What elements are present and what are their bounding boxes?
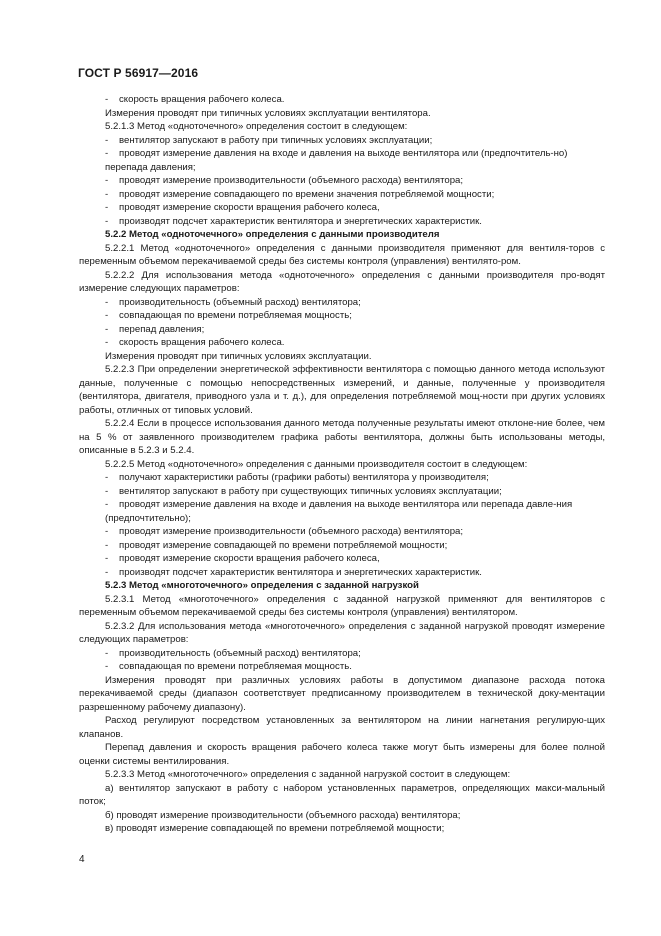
paragraph: а) вентилятор запускают в работу с набором установленных параметров, определяющих макси-мальный поток; — [79, 782, 605, 807]
list-item-text: проводят измерение давления на входе и давления на выходе вентилятора или перепада давле-ния (предпочтительно); — [105, 499, 573, 524]
list-item — [79, 296, 605, 310]
list-item-text: скорость вращения рабочего колеса. — [119, 337, 285, 348]
list-item — [79, 174, 605, 188]
dash-marker: - — [105, 296, 109, 308]
list-item-text: совпадающая по времени потребляемая мощность; — [119, 310, 352, 321]
dash-marker: - — [105, 472, 109, 483]
list-item — [79, 539, 605, 553]
list-item — [79, 215, 605, 229]
dash-marker: - — [105, 499, 109, 510]
list-item — [79, 134, 605, 148]
dash-marker: - — [105, 175, 109, 186]
list-item-text: проводят измерение давления на входе и давления на выходе вентилятора или (предпочтитель-но) перепада давления; — [105, 148, 568, 173]
paragraph: 5.2.2.5 Метод «одноточечного» определения с данными производителя состоит в следующем: — [105, 458, 528, 470]
list-item-text: перепад давления; — [119, 323, 205, 335]
dash-marker: - — [105, 202, 109, 213]
dash-marker: - — [105, 148, 109, 159]
paragraph: 5.2.3.1 Метод «многоточечного» определения с заданной нагрузкой применяют для вентиляторов с переменным объемом перекачиваемой среды без системы контроля (управления) вентилятором. — [79, 593, 605, 618]
list-item-text: проводят измерение совпадающей по времени потребляемой мощности; — [119, 539, 448, 551]
paragraph: Измерения проводят при типичных условиях эксплуатации вентилятора. — [105, 107, 431, 119]
list-item-text: производительность (объемный расход) вентилятора; — [119, 647, 361, 659]
dash-marker: - — [105, 94, 109, 105]
list-item — [79, 309, 605, 323]
document-body — [79, 93, 605, 836]
list-item-text: совпадающая по времени потребляемая мощность. — [119, 661, 352, 672]
list-item-text: проводят измерение скорости вращения рабочего колеса, — [119, 202, 380, 213]
list-item-text: вентилятор запускают в работу при типичных условиях эксплуатации; — [119, 134, 433, 146]
dash-marker: - — [105, 134, 109, 146]
dash-marker: - — [105, 485, 109, 497]
list-item — [79, 660, 605, 674]
list-item — [79, 323, 605, 337]
list-item-text: проводят измерение совпадающего по времени значения потребляемой мощности; — [119, 188, 495, 200]
list-item — [79, 147, 605, 174]
dash-marker: - — [105, 566, 109, 578]
list-item-text: проводят измерение производительности (объемного расхода) вентилятора; — [119, 175, 464, 186]
dash-marker: - — [105, 553, 109, 564]
dash-marker: - — [105, 310, 109, 321]
list-item — [79, 498, 605, 525]
dash-marker: - — [105, 337, 109, 348]
paragraph: 5.2.2.4 Если в процессе использования данного метода полученные результаты имеют отклоне-ние более, чем на 5 % от заявленного производителем графика работы вентилятора, должны быть использованы методы, описанные в 5.2.3 и 5.2.4. — [79, 418, 605, 456]
dash-marker: - — [105, 661, 109, 672]
list-item-text: производят подсчет характеристик вентилятора и энергетических характеристик. — [119, 215, 482, 227]
list-item-text: производительность (объемный расход) вентилятора; — [119, 296, 361, 308]
list-item — [79, 201, 605, 215]
list-item — [79, 566, 605, 580]
list-item — [79, 93, 605, 107]
dash-marker: - — [105, 539, 109, 551]
dash-marker: - — [105, 188, 109, 200]
list-item — [79, 552, 605, 566]
list-item-text: производят подсчет характеристик вентилятора и энергетических характеристик. — [119, 566, 482, 578]
paragraph: 5.2.2.3 При определении энергетической эффективности вентилятора с помощью данного метода используют данные, полученные с помощью непосредственных измерений, и данные, полученные у производителя (вентилятора, двигателя, приводного узла и т. д.), для определения потребляемой мощ-ности при других условиях работы, отличных от типовых условий. — [79, 364, 605, 416]
list-item-text: проводят измерение скорости вращения рабочего колеса, — [119, 553, 380, 564]
list-item — [79, 647, 605, 661]
paragraph: 5.2.1.3 Метод «одноточечного» определения состоит в следующем: — [105, 121, 408, 132]
list-item — [79, 336, 605, 350]
list-item — [79, 485, 605, 499]
paragraph: Расход регулируют посредством установленных за вентилятором на линии нагнетания регулирую-щих клапанов. — [79, 715, 605, 740]
list-item-text: вентилятор запускают в работу при существующих типичных условиях эксплуатации; — [119, 485, 502, 497]
list-item — [79, 525, 605, 539]
section-heading: 5.2.2 Метод «одноточечного» определения с данными производителя — [105, 229, 440, 240]
dash-marker: - — [105, 215, 109, 227]
paragraph: 5.2.3.2 Для использования метода «многоточечного» определения с заданной нагрузкой проводят измерение следующих параметров: — [79, 620, 605, 645]
page-number: 4 — [79, 854, 85, 865]
list-item-text: получают характеристики работы (графики работы) вентилятора у производителя; — [119, 472, 489, 483]
paragraph: в) проводят измерение совпадающей по времени потребляемой мощности; — [105, 823, 445, 834]
paragraph: Измерения проводят при различных условиях работы в допустимом диапазоне расхода потока перекачиваемой среды (диапазон соответствует предписанному производителем в технической доку-ментации разрешенному рабочему диапазону). — [79, 674, 605, 713]
list-item-text: скорость вращения рабочего колеса. — [119, 94, 285, 105]
list-item — [79, 188, 605, 202]
list-item-text: проводят измерение производительности (объемного расхода) вентилятора; — [119, 526, 464, 537]
dash-marker: - — [105, 647, 109, 659]
dash-marker: - — [105, 323, 109, 335]
dash-marker: - — [105, 526, 109, 537]
document-standard-id: ГОСТ Р 56917—2016 — [78, 66, 199, 80]
paragraph: Измерения проводят при типичных условиях эксплуатации. — [105, 350, 372, 362]
paragraph: 5.2.3.3 Метод «многоточечного» определения с заданной нагрузкой состоит в следующем: — [105, 769, 511, 780]
paragraph: 5.2.2.1 Метод «одноточечного» определения с данными производителя применяют для вентиля-торов с переменным объемом перекачиваемой среды без системы контроля (управления) вентилято-ром. — [79, 242, 605, 267]
paragraph: Перепад давления и скорость вращения рабочего колеса также могут быть измерены для более полной оценки системы вентилирования. — [79, 742, 605, 767]
list-item — [79, 471, 605, 485]
paragraph: 5.2.2.2 Для использования метода «одноточечного» определения с данными производителя про-водят измерение следующих параметров: — [79, 269, 605, 294]
paragraph: б) проводят измерение производительности (объемного расхода) вентилятора; — [105, 809, 461, 821]
section-heading: 5.2.3 Метод «многоточечного» определения с заданной нагрузкой — [105, 580, 419, 591]
